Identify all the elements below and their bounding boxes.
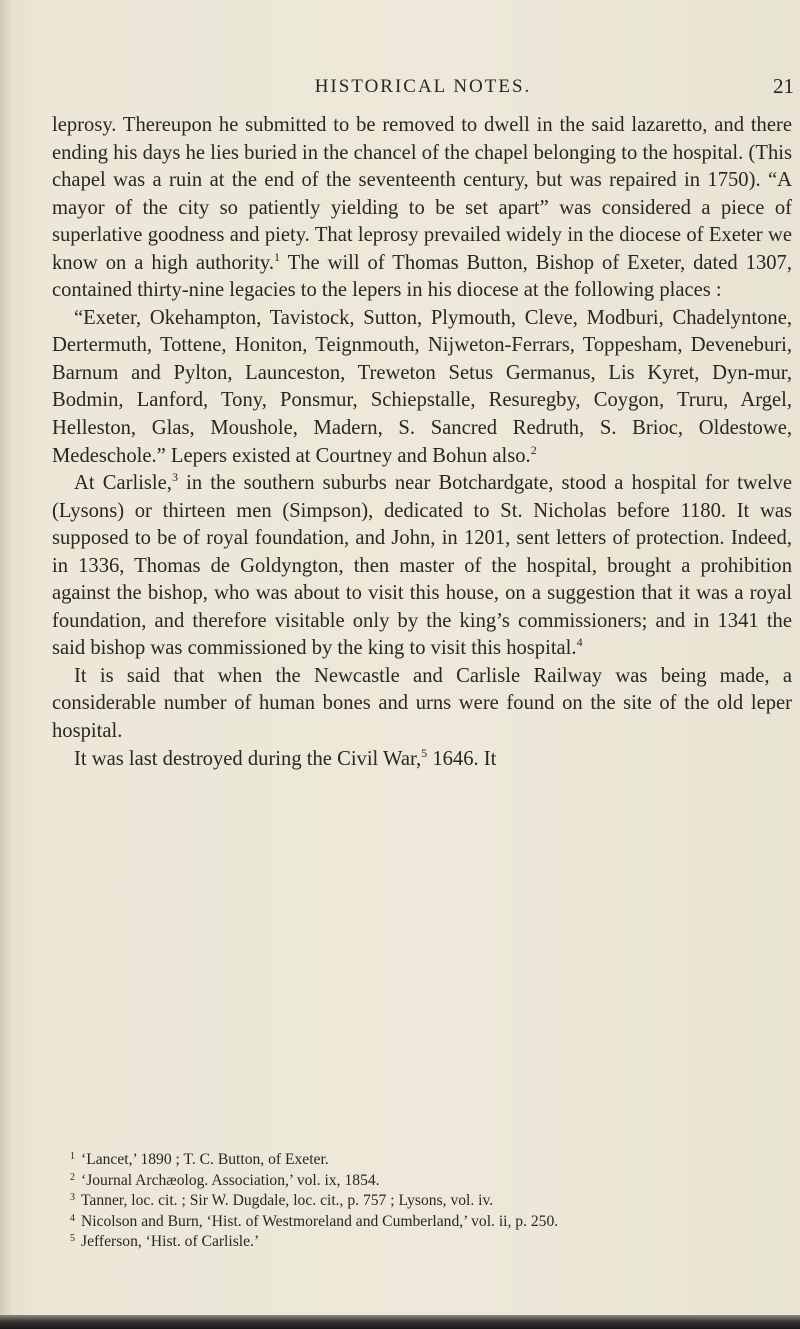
footnote-mark: 4 xyxy=(70,1212,75,1224)
paragraph-5-text: It was last destroyed during the Civil War, xyxy=(74,747,422,770)
body-text xyxy=(52,112,792,773)
page-header xyxy=(52,72,794,102)
footnote-ref-1: 1 xyxy=(274,249,281,264)
footnote-text: Jefferson, ‘Hist. of Carlisle.’ xyxy=(81,1233,260,1251)
footnote-5 xyxy=(52,1232,794,1253)
page-number: 21 xyxy=(773,74,794,98)
paragraph-3 xyxy=(52,470,792,663)
footnote-text: ‘Lancet,’ 1890 ; T. C. Button, of Exeter. xyxy=(81,1151,329,1168)
footnote-text: Tanner, loc. cit. ; Sir W. Dugdale, loc. cit., p. 757 ; Lysons, vol. iv. xyxy=(81,1192,494,1210)
paragraph-5 xyxy=(52,746,792,774)
footnote-mark: 1 xyxy=(70,1151,75,1162)
paragraph-1-text: leprosy. Thereupon he submitted to be removed to dwell in the said lazaretto, and there ending his days he lies buried in the chancel of the chapel belonging to the hospital. (This chapel was a ruin at the end of the seventeenth century, but was repaired in 1750). “A mayor of the city so patiently yielding to be set apart” was considered a piece of superlative goodness and piety. That leprosy prevailed widely in the diocese of Exeter we know on a high authority. xyxy=(52,114,792,274)
footnote-2 xyxy=(52,1171,794,1192)
scan-edge-bar xyxy=(0,1315,800,1329)
paragraph-3-text: At Carlisle, xyxy=(74,472,172,495)
footnote-mark: 2 xyxy=(70,1171,75,1183)
paragraph-3-tail: in the southern suburbs near Botchardgate, stood a hospital for twelve (Lysons) or thirteen men (Simpson), dedicated to St. Nicholas before 1180. It was supposed to be of royal foundation, and John, in 1201, sent letters of protection. Indeed, in 1336, Thomas de Goldyngton, then master of the hospital, brought a prohibition against the bishop, who was about to visit this house, on a suggestion that it was a royal foundation, and therefore visitable only by the king’s commissioners; and in 1341 the said bishop was commissioned by the king to visit this hospital. xyxy=(52,472,792,660)
footnote-text: Nicolson and Burn, ‘Hist. of Westmoreland and Cumberland,’ vol. ii, p. 250. xyxy=(81,1212,559,1230)
footnote-3 xyxy=(52,1191,794,1212)
footnote-ref-2: 2 xyxy=(530,442,537,457)
paragraph-2-text: “Exeter, Okehampton, Tavistock, Sutton, Plymouth, Cleve, Modburi, Chadelyntone, Dertermuth, Tottene, Honiton, Teignmouth, Nijweton-Ferrars, Toppesham, Deveneburi, Barnum and Pylton, Launceston, Treweton Setus Germanus, Lis Kyret, Dyn-mur, Bodmin, Lanford, Tony, Ponsmur, Schiepstalle, Resuregby, Coygon, Truru, Argel, Helleston, Glas, Moushole, Madern, S. Sancred Redruth, S. Brioc, Oldestowe, Medeschole.” Lepers existed at Courtney and Bohun also. xyxy=(52,306,792,467)
footnote-mark: 5 xyxy=(70,1233,75,1245)
running-head: HISTORICAL NOTES. xyxy=(314,76,532,97)
footnote-ref-4: 4 xyxy=(576,635,583,650)
footnote-4 xyxy=(52,1212,794,1233)
paragraph-1-tail: The will of Thomas Button, Bishop of Exeter, dated 1307, contained thirty-nine legacies to the lepers in his diocese at the following places : xyxy=(52,251,792,302)
paragraph-5-tail: 1646. It xyxy=(427,747,497,770)
paragraph-4-text: It is said that when the Newcastle and Carlisle Railway was being made, a considerable number of human bones and urns were found on the site of the old leper hospital. xyxy=(52,664,792,743)
binding-shadow xyxy=(0,0,12,1329)
footnotes xyxy=(52,1150,794,1253)
paragraph-2 xyxy=(52,305,792,470)
paragraph-1 xyxy=(52,112,792,305)
footnote-ref-3: 3 xyxy=(171,470,178,485)
paragraph-4 xyxy=(52,663,792,746)
footnote-mark: 3 xyxy=(70,1192,75,1204)
footnote-text: ‘Journal Archæolog. Association,’ vol. ix, 1854. xyxy=(81,1171,380,1189)
footnote-1 xyxy=(52,1150,794,1171)
footnote-ref-5: 5 xyxy=(421,745,428,760)
